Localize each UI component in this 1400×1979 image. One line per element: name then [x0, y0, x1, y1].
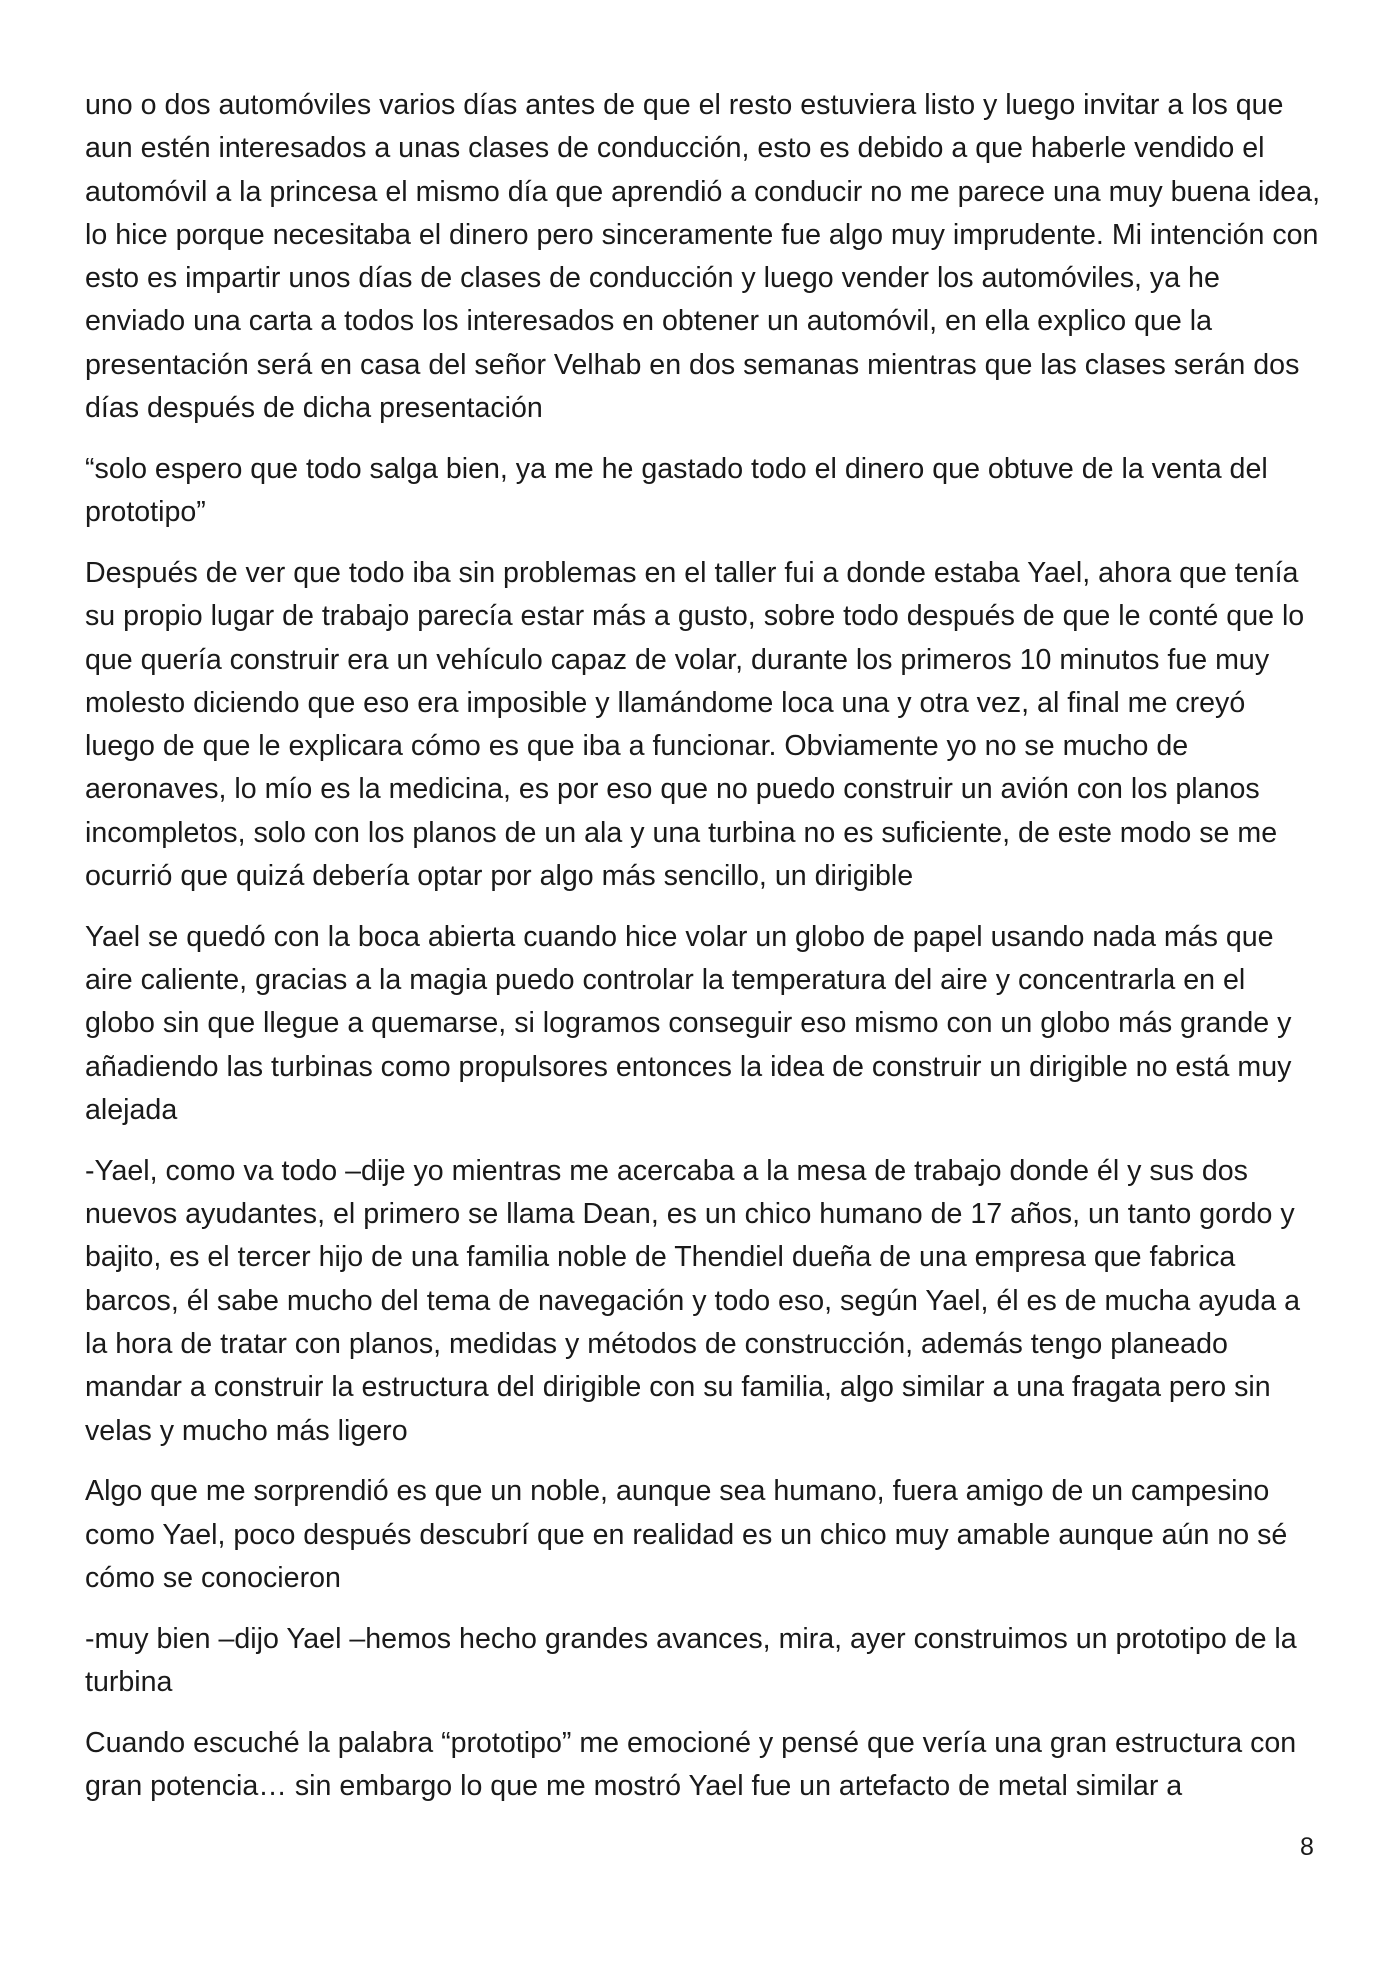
paragraph-2: “solo espero que todo salga bien, ya me he gastado todo el dinero que obtuve de la venta del prototipo”	[85, 452, 1268, 529]
page-number: 8	[1300, 1833, 1314, 1861]
body-text	[85, 84, 1321, 1826]
paragraph-5: -Yael, como va todo –dije yo mientras me acercaba a la mesa de trabajo donde él y sus dos nuevos ayudantes, el primero se llama Dean, es un chico humano de 17 años, un tanto gordo y bajito, es el tercer hijo de una familia noble de Thendiel dueña de una empresa que fabrica barcos, él sabe mucho del tema de navegación y todo eso, según Yael, él es de mucha ayuda a la hora de tratar con planos, medidas y métodos de construcción, además tengo planeado mandar a construir la estructura del dirigible con su familia, algo similar a una fragata pero sin velas y mucho más ligero	[85, 1154, 1300, 1447]
paragraph-6: Algo que me sorprendió es que un noble, aunque sea humano, fuera amigo de un campesino como Yael, poco después descubrí que en realidad es un chico muy amable aunque aún no sé cómo se conocieron	[85, 1475, 1288, 1594]
paragraph-8: Cuando escuché la palabra “prototipo” me emocioné y pensé que vería una gran estructura con gran potencia… sin embargo lo que me mostró Yael fue un artefacto de metal similar a	[85, 1726, 1297, 1803]
paragraph-7: -muy bien –dijo Yael –hemos hecho grandes avances, mira, ayer construimos un prototipo de la turbina	[85, 1622, 1297, 1699]
paragraph-3: Después de ver que todo iba sin problemas en el taller fui a donde estaba Yael, ahora que tenía su propio lugar de trabajo parecía estar más a gusto, sobre todo después de que le conté que lo que quería construir era un vehículo capaz de volar, durante los primeros 10 minutos fue muy molesto diciendo que eso era imposible y llamándome loca una y otra vez, al final me creyó luego de que le explicara cómo es que iba a funcionar. Obviamente yo no se mucho de aeronaves, lo mío es la medicina, es por eso que no puedo construir un avión con los planos incompletos, solo con los planos de un ala y una turbina no es suficiente, de este modo se me ocurrió que quizá debería optar por algo más sencillo, un dirigible	[85, 556, 1305, 893]
paragraph-4: Yael se quedó con la boca abierta cuando hice volar un globo de papel usando nada más que aire caliente, gracias a la magia puedo controlar la temperatura del aire y concentrarla en el globo sin que llegue a quemarse, si logramos conseguir eso mismo con un globo más grande y añadiendo las turbinas como propulsores entonces la idea de construir un dirigible no está muy alejada	[85, 920, 1292, 1127]
paragraph-1: uno o dos automóviles varios días antes de que el resto estuviera listo y luego invitar a los que aun estén interesados a unas clases de conducción, esto es debido a que haberle vendido el automóvil a la princesa el mismo día que aprendió a conducir no me parece una muy buena idea, lo hice porque necesitaba el dinero pero sinceramente fue algo muy imprudente. Mi intención con esto es impartir unos días de clases de conducción y luego vender los automóviles, ya he enviado una carta a todos los interesados en obtener un automóvil, en ella explico que la presentación será en casa del señor Velhab en dos semanas mientras que las clases serán dos días después de dicha presentación	[85, 89, 1321, 425]
